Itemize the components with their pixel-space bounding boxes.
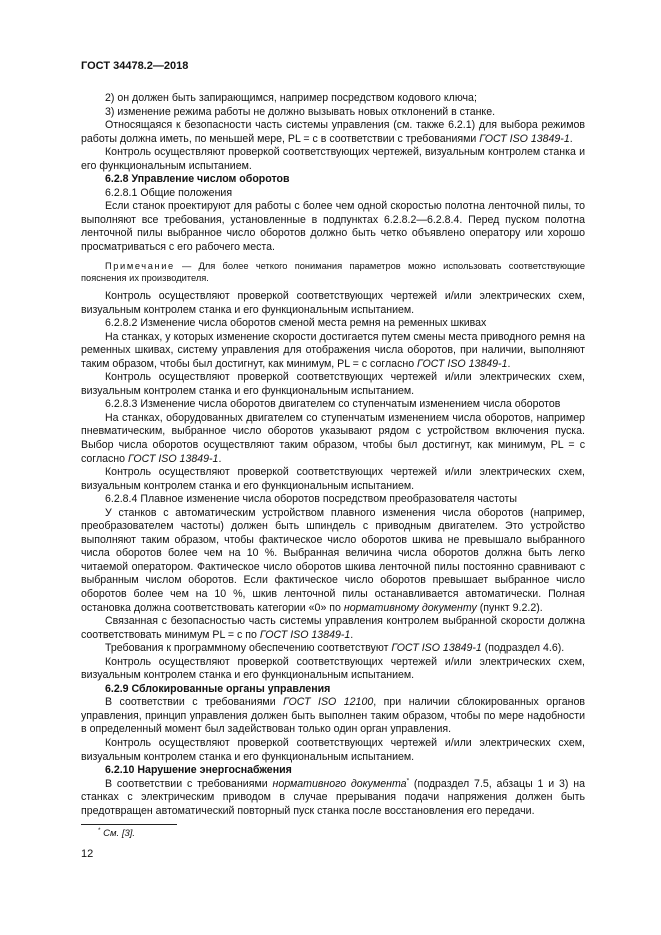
paragraph-text: . [507, 357, 511, 370]
paragraph [81, 778, 585, 819]
note-text: — Для более четкого понимания параметров можно использовать соответствующие пояснения их производителя. [81, 260, 585, 283]
paragraph-text: В соответствии с требованиями [105, 777, 273, 790]
note [81, 260, 585, 284]
subsection-heading: 6.2.8.3 Изменение числа оборотов двигателем со ступенчатым изменением числа оборотов [105, 398, 561, 411]
page-number: 12 [81, 848, 94, 860]
note-label: Примечание [105, 260, 175, 271]
standard-reference: ГОСТ ISO 12100 [283, 696, 374, 709]
paragraph-text: (подраздел 4.6). [481, 642, 565, 655]
document-body [81, 92, 585, 818]
paragraph: Контроль осуществляют проверкой соответствующих чертежей и/или электрических схем, визуальным контролем станка и его функциональным испытанием. [81, 737, 585, 763]
paragraph [81, 642, 585, 656]
subsection-heading: 6.2.8.1 Общие положения [105, 186, 233, 199]
section-heading: 6.2.8 Управление числом оборотов [105, 173, 290, 186]
paragraph: Контроль осуществляют проверкой соответствующих чертежей и/или электрических схем, визуальным контролем станка и его функциональным испытанием. [81, 655, 585, 682]
standard-reference: ГОСТ ISO 13849-1 [128, 452, 219, 465]
paragraph-text: Требования к программному обеспечению соответствуют [105, 642, 392, 655]
footnote-marker: * [406, 777, 410, 785]
paragraph [81, 412, 585, 466]
subsection-heading: 6.2.8.4 Плавное изменение числа оборотов посредством преобразователя частоты [105, 493, 517, 506]
paragraph [81, 507, 585, 615]
paragraph [81, 119, 585, 146]
document-header: ГОСТ 34478.2—2018 [81, 60, 189, 72]
paragraph-text: На станках, оборудованных двигателем со ступенчатым изменением числа оборотов, например пневматическим, выбранное число оборотов указывают рядом с устройством включения пуска. Выбор числа оборотов осуществляют таким образом, чтобы был достигнут, как минимум, PL = c согласно [81, 411, 585, 465]
section-heading: 6.2.9 Сблокированные органы управления [105, 682, 331, 695]
standard-reference: ГОСТ ISO 13849-1 [391, 642, 482, 655]
paragraph: Контроль осуществляют проверкой соответствующих чертежей и/или электрических схем, визуальным контролем станка и его функциональным испытанием. [81, 371, 585, 397]
paragraph: Контроль осуществляют проверкой соответствующих чертежей, визуальным контролем станка и его функциональным испытанием. [81, 146, 585, 172]
paragraph: Контроль осуществляют проверкой соответствующих чертежей и/или электрических схем, визуальным контролем станка и его функциональным испытанием. [81, 466, 585, 492]
subsection-heading: 6.2.8.2 Изменение числа оборотов сменой места ремня на ременных шкивах [105, 317, 487, 330]
document-reference: нормативного документа [272, 777, 407, 790]
paragraph [81, 331, 585, 372]
paragraph-text: Связанная с безопасностью часть системы управления контролем выбранной скорости должна соответствовать минимум PL = c по [81, 615, 585, 641]
paragraph-text: Относящаяся к безопасности часть системы управления (см. также 6.2.1) для выбора режимов работы должна иметь, по меньшей мере, PL = c в соответствии с требованиями [81, 119, 585, 145]
list-item: 3) изменение режима работы не должно вызывать новых отклонений в станке. [105, 105, 496, 118]
standard-reference: ГОСТ ISO 13849-1 [417, 357, 508, 370]
paragraph-text: (пункт 9.2.2). [476, 601, 543, 614]
paragraph [81, 696, 585, 737]
paragraph-text: В соответствии с требованиями [105, 696, 284, 709]
section-heading: 6.2.10 Нарушение энергоснабжения [105, 764, 292, 777]
paragraph [81, 615, 585, 642]
document-reference: нормативному документу [343, 601, 477, 614]
standard-reference: ГОСТ ISO 13849-1 [259, 628, 351, 641]
paragraph: Контроль осуществляют проверкой соответствующих чертежей и/или электрических схем, визуальным контролем станка и его функциональным испытанием. [81, 289, 585, 316]
footnote-marker: * [98, 826, 101, 834]
paragraph: Если станок проектируют для работы с более чем одной скоростью полотна ленточной пилы, то выполняют все требования, установленные в подпунктах 6.2.8.2—6.2.8.4. Перед пуском полотна ленточной пилы выбранное число оборотов должно быть четко объявлено оператору или хорошо просматриваться с его рабочего места. [81, 200, 585, 254]
paragraph-text: , при наличии сблокированных органов управления, принцип управления должен быть выполнен таким образом, чтобы по мере надобности в определенный момент был задействован только один орган управления. [81, 696, 585, 736]
paragraph-text: . [350, 628, 354, 641]
standard-reference: ГОСТ ISO 13849-1 [479, 132, 570, 145]
paragraph-text: (подраздел 7.5, абзацы 1 и 3) на станках с электрическим приводом в случае прерывания подачи напряжения должен быть предотвращен автоматический повторный пуск станка после восстановления его передачи. [81, 777, 585, 817]
footnote-divider [81, 824, 177, 825]
list-item: 2) он должен быть запирающимся, например посредством кодового ключа; [105, 92, 477, 104]
paragraph-text: . [218, 452, 222, 465]
paragraph-text: . [569, 132, 573, 145]
paragraph-text: У станков с автоматическим устройством плавного изменения числа оборотов (например, преобразователем частоты) должен быть шпиндель с приводным двигателем. Это устройство выполняют таким образом, чтобы фактическое число оборотов шкива не превышало выбранного числа оборотов более чем на 10 %. Выбранная величина числа оборотов должна быть легко читаемой оператором. Фактическое число оборотов шкива ленточной пилы постоянно сравнивают с выбранным числом оборотов. Если фактическое число оборотов превышает выбранное число оборотов более чем на 10 %, шкив ленточной пилы останавливается автоматически. Полная остановка должна соответствовать категории «0» по [81, 506, 585, 614]
footnote-text: См. [3]. [100, 828, 136, 839]
paragraph-text: На станках, у которых изменение скорости достигается путем смены места приводного ремня на ременных шкивах, систему управления для отображения числа оборотов, при наличии, выполняют таким образом, чтобы был достигнут, как минимум, PL = c согласно [81, 330, 585, 370]
footnote [98, 828, 135, 839]
